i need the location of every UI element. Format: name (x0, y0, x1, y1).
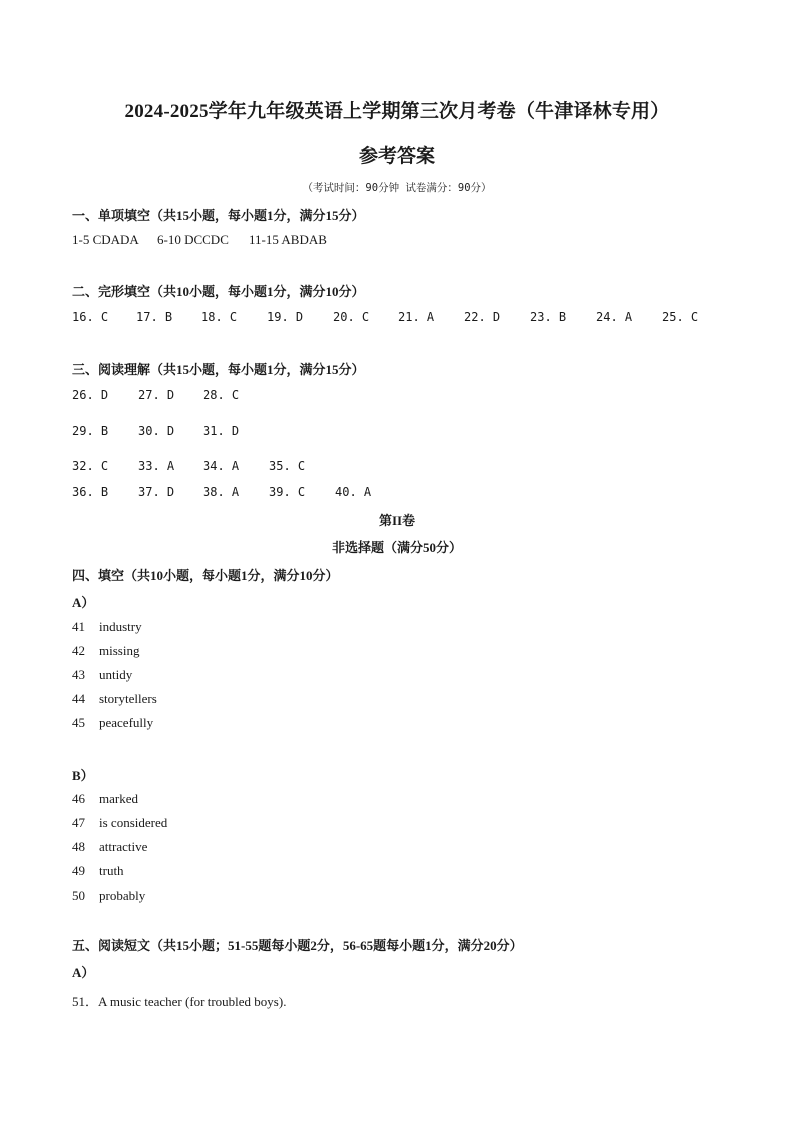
answer-item: 37. D (138, 485, 175, 499)
group-label-a: A） (72, 965, 95, 980)
part-two-title: 第II卷 (378, 513, 416, 528)
group-label-b: B） (72, 768, 94, 783)
item-number: 50 (72, 888, 85, 903)
answer-item: 33. A (138, 459, 175, 473)
answer-51: 51．A music teacher (for troubled boys). (72, 994, 287, 1009)
answer-item: 24. A (596, 310, 633, 324)
item-number: 49 (72, 863, 85, 878)
answer-item: 27. D (138, 388, 175, 402)
exam-meta: （考试时间：90分钟 试卷满分：90分） (302, 182, 492, 194)
answer-group: 6-10 DCCDC (157, 232, 229, 247)
item-number: 43 (72, 667, 85, 682)
answer-item: 20. C (333, 310, 370, 324)
answer-item: 35. C (269, 459, 306, 473)
answer-item: 38. A (203, 485, 240, 499)
answer-group: 11-15 ABDAB (249, 232, 327, 247)
item-number: 45 (72, 715, 85, 730)
answer-item: 19. D (267, 310, 304, 324)
section-heading-single-choice: 一、单项填空（共15小题，每小题1分，满分15分） (72, 208, 365, 223)
answer-item: 25. C (662, 310, 699, 324)
item-number: 48 (72, 839, 85, 854)
item-number: 41 (72, 619, 85, 634)
item-answer: probably (99, 888, 146, 903)
answer-item: 26. D (72, 388, 109, 402)
page-subtitle: 参考答案 (358, 146, 435, 167)
item-answer: marked (99, 791, 138, 806)
item-answer: untidy (99, 667, 133, 682)
item-answer: industry (99, 619, 142, 634)
item-number: 46 (72, 791, 85, 806)
item-answer: truth (99, 863, 124, 878)
answer-item: 36. B (72, 485, 109, 499)
answer-item: 31. D (203, 424, 240, 438)
answer-item: 16. C (72, 310, 109, 324)
item-number: 44 (72, 691, 85, 706)
item-number: 42 (72, 643, 85, 658)
section-heading-fill-in: 四、填空（共10小题，每小题1分，满分10分） (72, 568, 339, 583)
item-answer: attractive (99, 839, 148, 854)
page-title: 2024-2025学年九年级英语上学期第三次月考卷（牛津译林专用） (124, 101, 670, 122)
answer-item: 28. C (203, 388, 240, 402)
item-answer: storytellers (99, 691, 157, 706)
answer-item: 30. D (138, 424, 175, 438)
part-two-label: 非选择题（满分50分） (331, 540, 462, 555)
answer-item: 40. A (335, 485, 372, 499)
section-heading-reading: 三、阅读理解（共15小题，每小题1分，满分15分） (72, 362, 365, 377)
section-heading-cloze: 二、完形填空（共10小题，每小题1分，满分10分） (72, 284, 365, 299)
answer-item: 22. D (464, 310, 501, 324)
answer-item: 21. A (398, 310, 435, 324)
answer-item: 32. C (72, 459, 109, 473)
item-answer: is considered (99, 815, 168, 830)
group-label-a: A） (72, 595, 95, 610)
answer-item: 23. B (530, 310, 567, 324)
answer-item: 17. B (136, 310, 173, 324)
answer-item: 29. B (72, 424, 109, 438)
answer-item: 18. C (201, 310, 238, 324)
item-answer: peacefully (99, 715, 154, 730)
answer-item: 34. A (203, 459, 240, 473)
item-number: 47 (72, 815, 85, 830)
item-answer: missing (99, 643, 140, 658)
answer-item: 39. C (269, 485, 306, 499)
section-heading-short-reading: 五、阅读短文（共15小题；51-55题每小题2分，56-65题每小题1分，满分20分） (72, 938, 523, 953)
answer-group: 1-5 CDADA (72, 232, 139, 247)
